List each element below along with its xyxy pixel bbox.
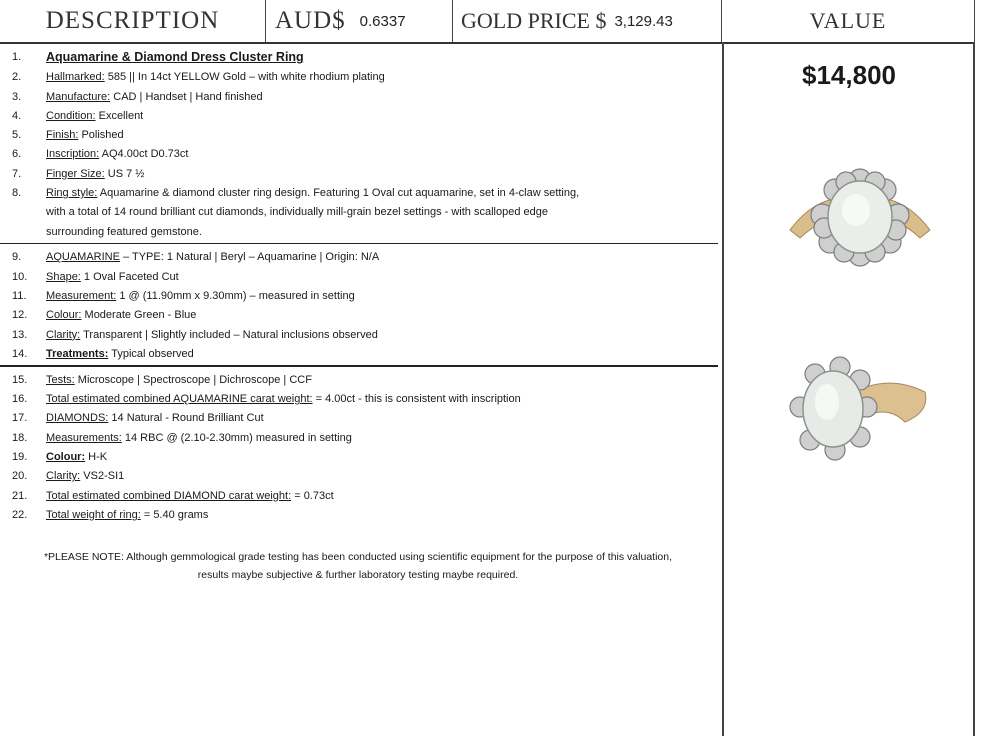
- ring-front-photo: [780, 160, 940, 280]
- description-item: [12, 145, 712, 164]
- description-item: [12, 306, 712, 325]
- description-item: [12, 409, 712, 428]
- section-divider: [0, 243, 718, 245]
- item-label: AQUAMARINE: [46, 251, 120, 264]
- header-description: [0, 0, 266, 42]
- item-text: 1 Oval Faceted Cut: [80, 270, 179, 283]
- item-number: [12, 203, 46, 222]
- item-label: Measurements:: [46, 431, 122, 444]
- description-item: [12, 467, 712, 486]
- item-number: 3.: [12, 90, 22, 103]
- item-label: Finish:: [46, 129, 79, 142]
- item-label: Condition:: [46, 109, 96, 122]
- description-item: [12, 203, 712, 222]
- item-text: Typical observed: [108, 347, 194, 360]
- item-number: 13.: [12, 328, 28, 341]
- item-text: H-K: [85, 450, 108, 463]
- description-item: [12, 268, 712, 287]
- right-border: [973, 42, 975, 736]
- item-label: Tests:: [46, 373, 75, 386]
- item-text: – TYPE: 1 Natural | Beryl – Aquamarine | Origin: N/A: [119, 251, 380, 264]
- gold-label: GOLD PRICE $: [461, 8, 607, 33]
- disclaimer-note: [8, 548, 708, 584]
- note-line-2: results maybe subjective & further laboratory testing maybe required.: [197, 569, 519, 581]
- item-text: with a total of 14 round brilliant cut diamonds, individually mill-grain bezel settings - with scalloped edge: [46, 206, 548, 219]
- item-label: Manufacture:: [46, 90, 111, 103]
- description-item: [12, 506, 712, 525]
- description-item: [12, 371, 712, 390]
- item-number: 2.: [12, 71, 22, 84]
- item-text: Microscope | Spectroscope | Dichroscope | CCF: [74, 373, 312, 386]
- description-item: [12, 326, 712, 345]
- description-item: [12, 248, 712, 267]
- item-text: surrounding featured gemstone.: [46, 225, 202, 238]
- item-text: CAD | Handset | Hand finished: [110, 90, 263, 103]
- item-text: Aquamarine & diamond cluster ring design. Featuring 1 Oval cut aquamarine, set in 4-claw setting,: [97, 187, 580, 200]
- gold-value: 3,129.43: [614, 12, 673, 30]
- item-number: 9.: [12, 251, 22, 264]
- item-text: 1 @ (11.90mm x 9.30mm) – measured in setting: [116, 290, 355, 303]
- description-item: [12, 287, 712, 306]
- description-item: [12, 165, 712, 184]
- item-label: Clarity:: [46, 328, 81, 341]
- item-number: 4.: [12, 109, 22, 122]
- item-label: Finger Size:: [46, 167, 105, 180]
- header-value: [722, 0, 975, 42]
- item-number: 5.: [12, 129, 22, 142]
- note-line-1: *PLEASE NOTE: Although gemmological grade testing has been conducted using scientific equipment for the purpose of this valuation,: [43, 551, 673, 563]
- description-list: [12, 48, 712, 525]
- description-item: [12, 184, 712, 203]
- column-divider: [722, 42, 724, 736]
- section-divider: [0, 365, 718, 367]
- item-text: Transparent | Slightly included – Natural inclusions observed: [80, 328, 378, 341]
- item-text: VS2-SI1: [80, 470, 125, 483]
- item-number: 22.: [12, 508, 28, 521]
- description-item: [12, 126, 712, 145]
- description-item: [12, 48, 712, 68]
- item-number: 16.: [12, 393, 28, 406]
- item-text: Excellent: [95, 109, 144, 122]
- item-label: Hallmarked:: [46, 71, 105, 84]
- item-number: 11.: [12, 290, 27, 303]
- item-text: AQ4.00ct D0.73ct: [99, 148, 189, 161]
- item-label: Total estimated combined AQUAMARINE carat weight:: [46, 393, 313, 406]
- item-number: 21.: [12, 489, 28, 502]
- aud-label: AUD$: [275, 7, 346, 34]
- description-item: [12, 88, 712, 107]
- header-aud: [265, 0, 453, 42]
- ring-side-photo: [785, 352, 935, 467]
- item-number: 12.: [12, 309, 28, 322]
- item-number: [12, 223, 46, 242]
- item-label: Inscription:: [46, 148, 100, 161]
- item-text: 585 || In 14ct YELLOW Gold – with white rhodium plating: [104, 71, 385, 84]
- item-number: 6.: [12, 148, 22, 161]
- description-heading: DESCRIPTION: [45, 7, 220, 34]
- item-number: 20.: [12, 470, 28, 483]
- item-text: 14 RBC @ (2.10-2.30mm) measured in setting: [121, 431, 352, 444]
- item-label: Colour:: [46, 450, 86, 463]
- header-gold: [453, 0, 722, 42]
- item-number: 15.: [12, 373, 28, 386]
- item-number: 7.: [12, 167, 22, 180]
- item-number: 17.: [12, 412, 28, 425]
- item-text: Moderate Green - Blue: [81, 309, 197, 322]
- item-label: Measurement:: [46, 290, 117, 303]
- item-label: Total estimated combined DIAMOND carat weight:: [46, 489, 292, 502]
- item-number: 14.: [12, 347, 28, 360]
- item-label: Total weight of ring:: [46, 508, 141, 521]
- aud-value: 0.6337: [359, 12, 406, 30]
- description-item: [12, 68, 712, 87]
- item-text: = 5.40 grams: [140, 508, 209, 521]
- item-number: 1.: [12, 51, 22, 63]
- item-number: 8.: [12, 187, 22, 200]
- item-label: Aquamarine & Diamond Dress Cluster Ring: [46, 50, 304, 64]
- description-item: [12, 487, 712, 506]
- description-item: [12, 429, 712, 448]
- item-text: US 7 ½: [104, 167, 145, 180]
- item-text: 14 Natural - Round Brilliant Cut: [108, 412, 264, 425]
- item-label: Treatments:: [46, 347, 109, 360]
- item-number: 18.: [12, 431, 28, 444]
- item-number: 10.: [12, 270, 28, 283]
- item-label: Clarity:: [46, 470, 81, 483]
- item-text: = 0.73ct: [291, 489, 334, 502]
- item-label: Ring style:: [46, 187, 98, 200]
- item-text: = 4.00ct - this is consistent with inscription: [312, 393, 521, 406]
- description-item: [12, 345, 712, 364]
- item-label: Shape:: [46, 270, 81, 283]
- item-label: Colour:: [46, 309, 82, 322]
- item-label: DIAMONDS:: [46, 412, 109, 425]
- header-divider: [0, 42, 975, 44]
- value-heading: VALUE: [809, 8, 887, 33]
- description-item: [12, 448, 712, 467]
- description-item: [12, 390, 712, 409]
- item-number: 19.: [12, 450, 28, 463]
- item-text: Polished: [78, 129, 124, 142]
- description-item: [12, 223, 712, 242]
- valuation-price: $14,800: [802, 60, 896, 90]
- description-item: [12, 107, 712, 126]
